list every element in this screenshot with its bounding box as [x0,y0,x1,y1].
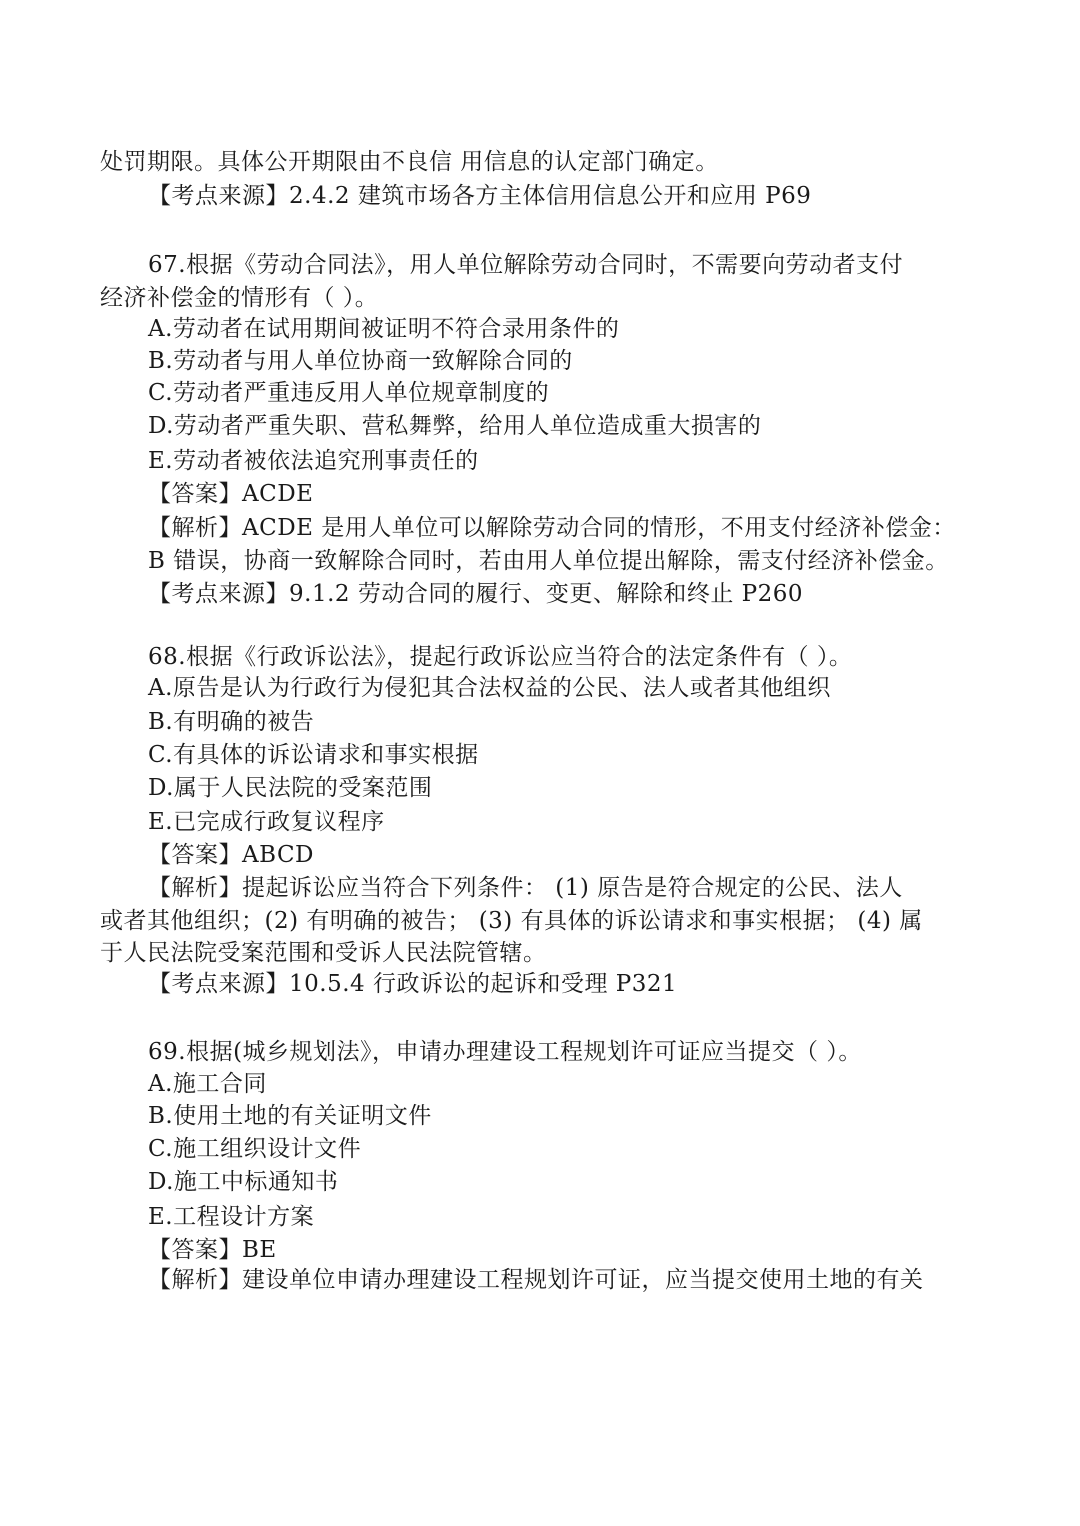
q67-option-d: D.劳动者严重失职、营私舞弊，给用人单位造成重大损害的 [148,413,762,439]
q67-stem-line2: 经济补偿金的情形有（ ）。 [100,285,379,311]
q67-option-b: B.劳动者与用人单位协商一致解除合同的 [148,348,573,374]
q67-option-e: E.劳动者被依法追究刑事责任的 [148,448,479,474]
q68-option-a: A.原告是认为行政行为侵犯其合法权益的公民、法人或者其他组织 [148,675,831,701]
q67-analysis-line1: 【解析】ACDE 是用人单位可以解除劳动合同的情形，不用支付经济补偿金： [148,515,956,541]
q68-option-b: B.有明确的被告 [148,709,315,735]
intro-source: 【考点来源】2.4.2 建筑市场各方主体信用信息公开和应用 P69 [148,183,812,209]
q67-stem-line1: 67.根据《劳动合同法》，用人单位解除劳动合同时，不需要向劳动者支付 [148,252,904,278]
q67-option-c: C.劳动者严重违反用人单位规章制度的 [148,380,550,406]
q69-analysis-line1: 【解析】建设单位申请办理建设工程规划许可证，应当提交使用土地的有关 [148,1267,924,1293]
q69-option-c: C.施工组织设计文件 [148,1136,362,1162]
q67-option-a: A.劳动者在试用期间被证明不符合录用条件的 [148,316,620,342]
q69-stem-line1: 69.根据(城乡规划法》，申请办理建设工程规划许可证应当提交（ ）。 [148,1039,862,1065]
q69-answer: 【答案】BE [148,1237,277,1263]
intro-text-line: 处罚期限。具体公开期限由不良信 用信息的认定部门确定。 [100,149,719,175]
q67-answer: 【答案】ACDE [148,481,314,507]
q68-option-d: D.属于人民法院的受案范围 [148,775,433,801]
q67-source: 【考点来源】9.1.2 劳动合同的履行、变更、解除和终止 P260 [148,581,804,607]
q69-option-a: A.施工合同 [148,1071,267,1097]
q68-analysis-line2: 或者其他组织；(2) 有明确的被告； (3) 有具体的诉讼请求和事实根据； (4) 属 [100,908,923,934]
q68-analysis-line3: 于人民法院受案范围和受诉人民法院管辖。 [100,940,547,966]
q68-source: 【考点来源】10.5.4 行政诉讼的起诉和受理 P321 [148,971,678,997]
q68-answer: 【答案】ABCD [148,842,314,868]
q69-option-d: D.施工中标通知书 [148,1169,339,1195]
q68-stem-line1: 68.根据《行政诉讼法》，提起行政诉讼应当符合的法定条件有（ ）。 [148,644,853,670]
q69-option-e: E.工程设计方案 [148,1204,315,1230]
q68-option-e: E.已完成行政复议程序 [148,809,385,835]
q68-analysis-line1: 【解析】提起诉讼应当符合下列条件： (1) 原告是符合规定的公民、法人 [148,875,903,901]
q68-option-c: C.有具体的诉讼请求和事实根据 [148,742,479,768]
q67-analysis-line2: B 错误，协商一致解除合同时，若由用人单位提出解除，需支付经济补偿金。 [148,548,949,574]
q69-option-b: B.使用土地的有关证明文件 [148,1103,432,1129]
